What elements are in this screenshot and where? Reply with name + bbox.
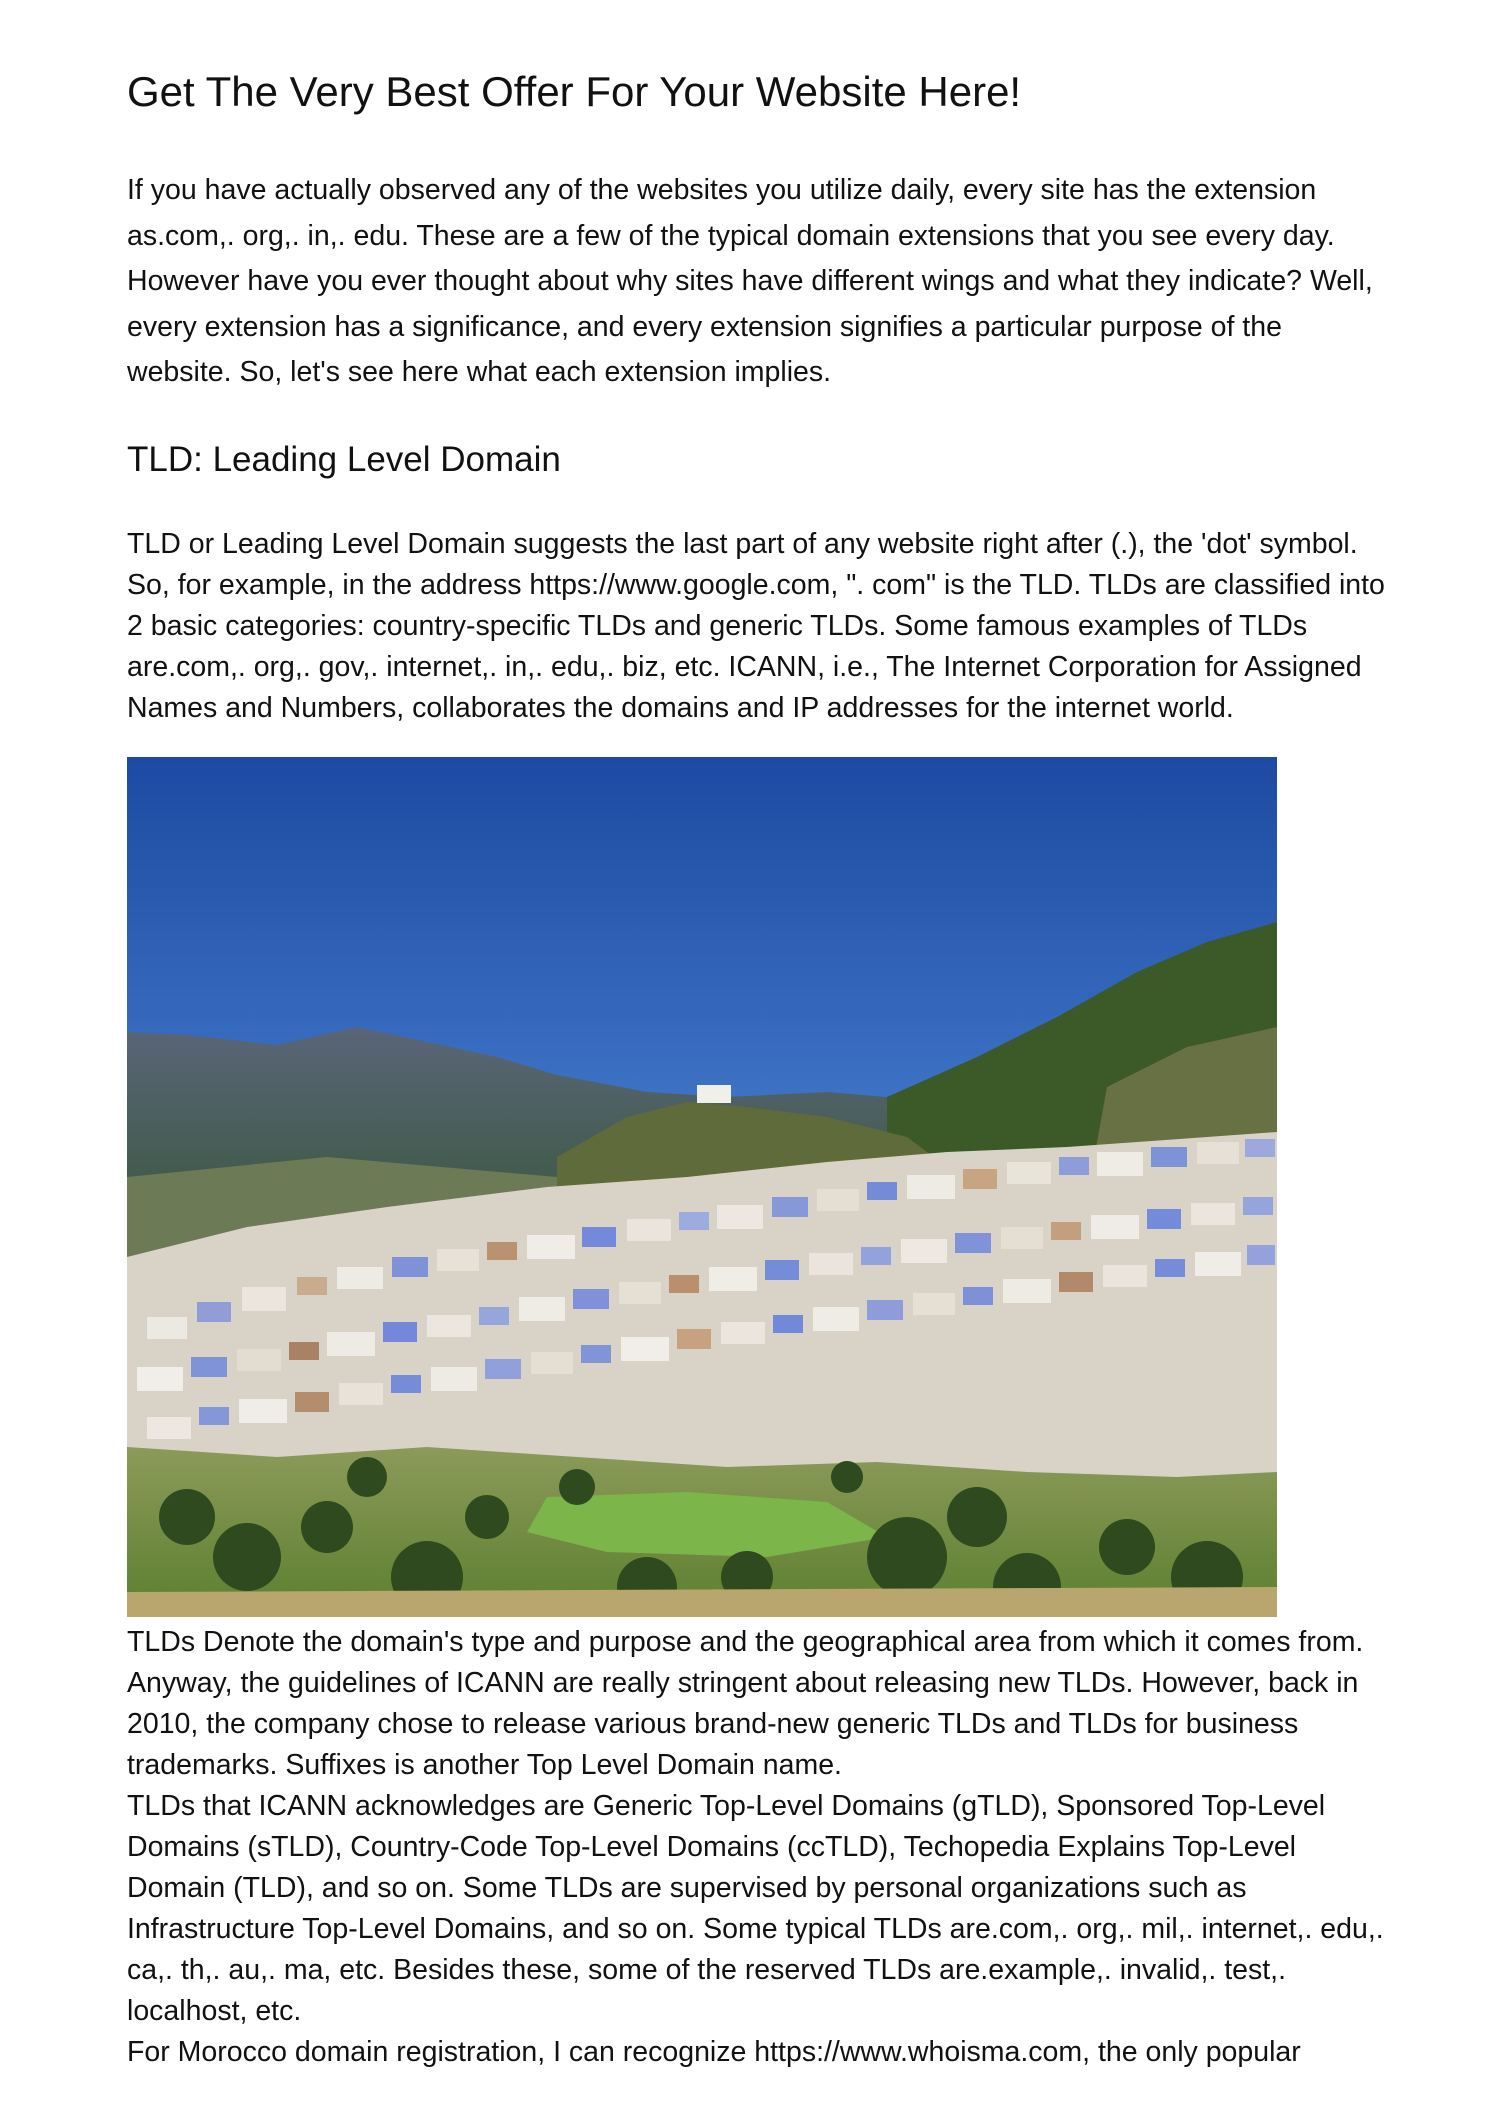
tld-paragraph-3: TLDs that ICANN acknowledges are Generic Top-Level Domains (gTLD), Sponsored Top-Level Domains (sTLD), Country-Code Top-Level Domains (ccTLD), Techopedia Explains Top-Level Domain (TLD), and so on. Some TLDs are supervised by personal organizations such as Infrastructure Top-Level Domains, and so on. Some typical TLDs are.com,. org,. mil,. internet,. edu,. ca,. th,. au,. ma, etc. Besides these, some of the reserved TLDs are.example,. invalid,. test,. localhost, etc. [127,1790,1384,2027]
tld-paragraph-4: For Morocco domain registration, I can recognize https://www.whoisma.com, the only popular [127,2036,1301,2068]
town-landscape-photo [127,757,1277,1617]
tld-paragraph-1: TLD or Leading Level Domain suggests the last part of any website right after (.), the 'dot' symbol. So, for example, in the address https://www.google.com, ". com" is the TLD. TLDs are classified into 2 basic categories: country-specific TLDs and generic TLDs. Some famous examples of TLDs are.com,. org,. gov,. internet,. in,. edu,. biz, etc. ICANN, i.e., The Internet Corporation for Assigned Names and Numbers, collaborates the domains and IP addresses for the internet world. [127,528,1385,724]
intro-paragraph: If you have actually observed any of the websites you utilize daily, every site has the extension as.com,. org,. in,. edu. These are a few of the typical domain extensions that you see every day. However have you ever thought about why sites have different wings and what they indicate? Well, every extension has a significance, and every extension signifies a particular purpose of the website. So, let's see here what each extension implies. [127,174,1373,388]
page-title: Get The Very Best Offer For Your Website Here! [127,68,1022,115]
section-heading: TLD: Leading Level Domain [127,440,561,479]
tld-paragraph-2: TLDs Denote the domain's type and purpose and the geographical area from which it comes from. Anyway, the guidelines of ICANN are really stringent about releasing new TLDs. However, back in 2010, the company chose to release various brand-new generic TLDs and TLDs for business trademarks. Suffixes is another Top Level Domain name. [127,1626,1364,1781]
